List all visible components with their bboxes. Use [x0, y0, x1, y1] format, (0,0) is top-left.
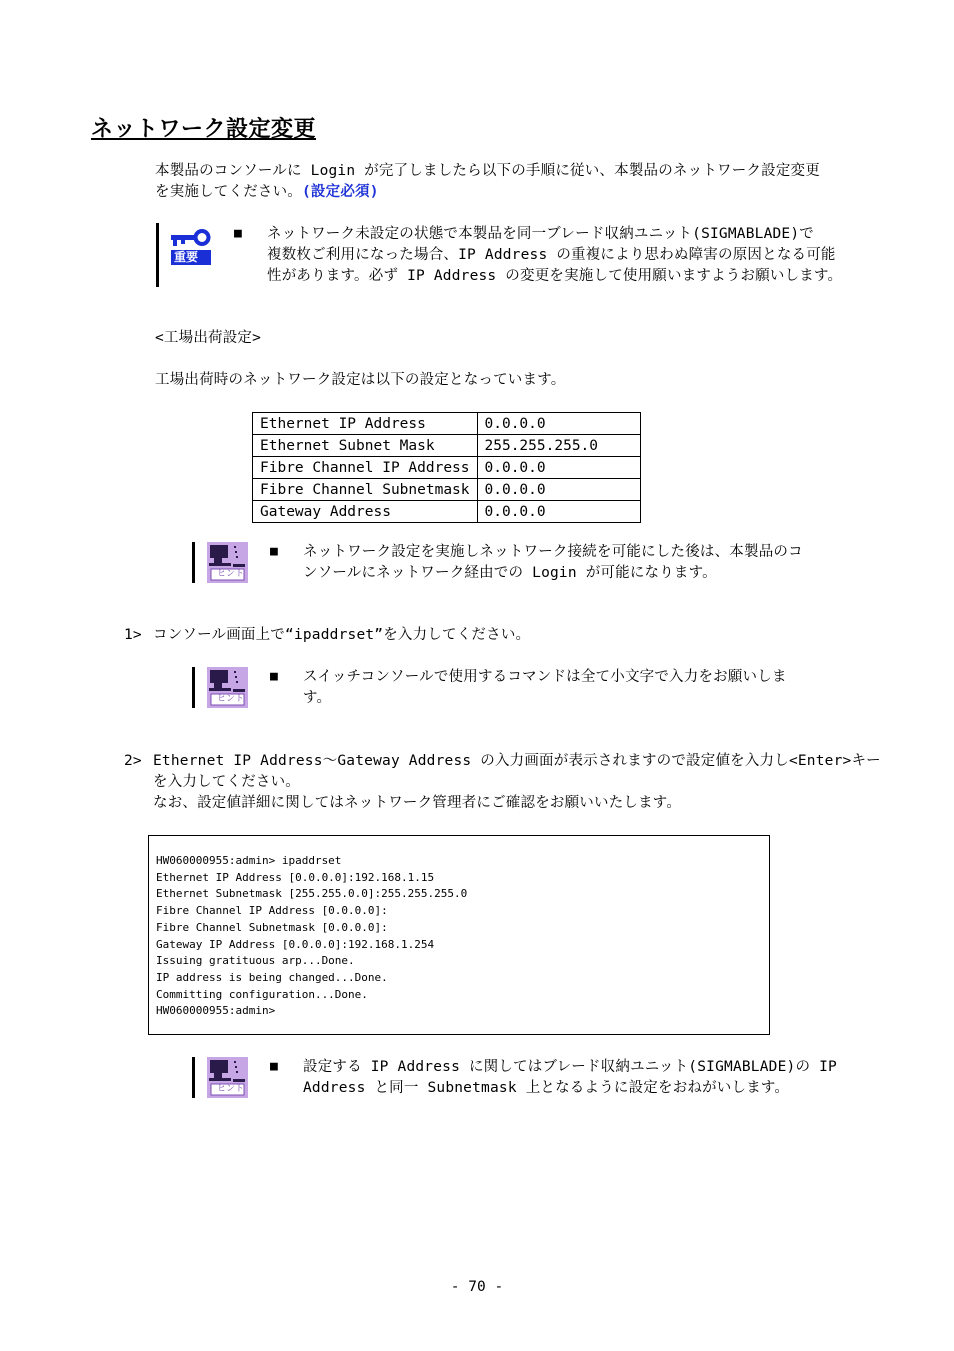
hint-text	[303, 1057, 837, 1099]
console-line: IP address is being changed...Done.	[156, 970, 388, 984]
setting-name: Ethernet IP Address	[253, 413, 478, 435]
setting-value: 0.0.0.0	[477, 413, 640, 435]
important-text	[267, 224, 842, 287]
hint-text	[303, 667, 787, 709]
important-bullet: ■	[234, 226, 242, 241]
table-row	[253, 413, 641, 435]
table-row	[253, 479, 641, 501]
step-1-text: コンソール画面上で“ipaddrset”を入力してください。	[153, 627, 531, 643]
important-bar	[156, 223, 159, 287]
console-output	[148, 835, 770, 1035]
console-line: Fibre Channel IP Address [0.0.0.0]:	[156, 904, 388, 918]
hint-line: す。	[303, 690, 332, 706]
page-title: ネットワーク設定変更	[91, 117, 317, 142]
hint-label: ヒント	[217, 694, 245, 704]
console-line: Gateway IP Address [0.0.0.0]:192.168.1.254	[156, 937, 435, 951]
hint-bullet: ■	[270, 669, 278, 684]
console-line: HW060000955:admin> ipaddrset	[156, 854, 342, 867]
important-line: 性があります。必ず IP Address の変更を実施して使用願いますようお願いします。	[267, 268, 843, 284]
hint-text	[303, 542, 803, 584]
hint-bullet: ■	[270, 1059, 278, 1074]
hint-bullet: ■	[270, 544, 278, 559]
table-row	[253, 501, 641, 523]
setting-value: 0.0.0.0	[477, 457, 640, 479]
factory-desc: 工場出荷時のネットワーク設定は以下の設定となっています。	[155, 372, 566, 388]
intro-line-2: を実施してください。(設定必須)	[155, 184, 379, 200]
factory-settings-table	[252, 412, 641, 523]
hint-label: ヒント	[217, 569, 245, 579]
hint-bar	[192, 542, 195, 583]
hint-bar	[192, 667, 195, 708]
important-key-icon	[169, 227, 211, 267]
setting-name: Fibre Channel Subnetmask	[253, 479, 478, 501]
console-line: Committing configuration...Done.	[156, 987, 368, 1001]
step-2-line: を入力してください。	[153, 774, 300, 790]
hint-icon	[207, 542, 248, 583]
console-line: Issuing gratituous arp...Done.	[156, 954, 355, 968]
setting-name: Fibre Channel IP Address	[253, 457, 478, 479]
console-line: Fibre Channel Subnetmask [0.0.0.0]:	[156, 920, 388, 934]
step-2-line: Ethernet IP Address～Gateway Address の入力画面が表示されますので設定値を入力し<Enter>キー	[153, 753, 881, 769]
setting-value: 0.0.0.0	[477, 479, 640, 501]
intro-paragraph	[155, 161, 820, 203]
important-label: 重要	[174, 250, 199, 264]
console-line: HW060000955:admin>	[156, 1004, 276, 1018]
setting-value: 0.0.0.0	[477, 501, 640, 523]
setting-name: Ethernet Subnet Mask	[253, 435, 478, 457]
required-note: (設定必須)	[302, 184, 379, 200]
console-line: Ethernet Subnetmask [255.255.0.0]:255.255.255.0	[156, 887, 468, 901]
intro-line-1: 本製品のコンソールに Login が完了しましたら以下の手順に従い、本製品のネットワーク設定変更	[155, 163, 820, 179]
factory-heading: <工場出荷設定>	[155, 330, 262, 346]
setting-value: 255.255.255.0	[477, 435, 640, 457]
hint-label: ヒント	[217, 1084, 245, 1094]
table-row	[253, 435, 641, 457]
step-2-line: なお、設定値詳細に関してはネットワーク管理者にご確認をお願いいたします。	[153, 795, 682, 811]
hint-bar	[192, 1057, 195, 1098]
hint-line: 設定する IP Address に関してはブレード収納ユニット(SIGMABLADE)の IP	[303, 1059, 837, 1075]
hint-line: Address と同一 Subnetmask 上となるように設定をおねがいします。	[303, 1080, 790, 1096]
important-line: 複数枚ご利用になった場合、IP Address の重複により思わぬ障害の原因となる可能	[267, 247, 836, 263]
step-1-number: 1>	[124, 627, 142, 643]
setting-name: Gateway Address	[253, 501, 478, 523]
step-2-number: 2>	[124, 753, 142, 769]
hint-line: スイッチコンソールで使用するコマンドは全て小文字で入力をお願いしま	[303, 669, 787, 685]
hint-line: ネットワーク設定を実施しネットワーク接続を可能にした後は、本製品のコ	[303, 544, 803, 560]
page-number: - 70 -	[450, 1279, 504, 1295]
table-row	[253, 457, 641, 479]
hint-icon	[207, 667, 248, 708]
hint-line: ンソールにネットワーク経由での Login が可能になります。	[303, 565, 717, 581]
console-line: Ethernet IP Address [0.0.0.0]:192.168.1.15	[156, 870, 435, 884]
step-2-text	[153, 751, 881, 814]
hint-icon	[207, 1057, 248, 1098]
important-line: ネットワーク未設定の状態で本製品を同一ブレード収納ユニット(SIGMABLADE)で	[267, 226, 814, 242]
